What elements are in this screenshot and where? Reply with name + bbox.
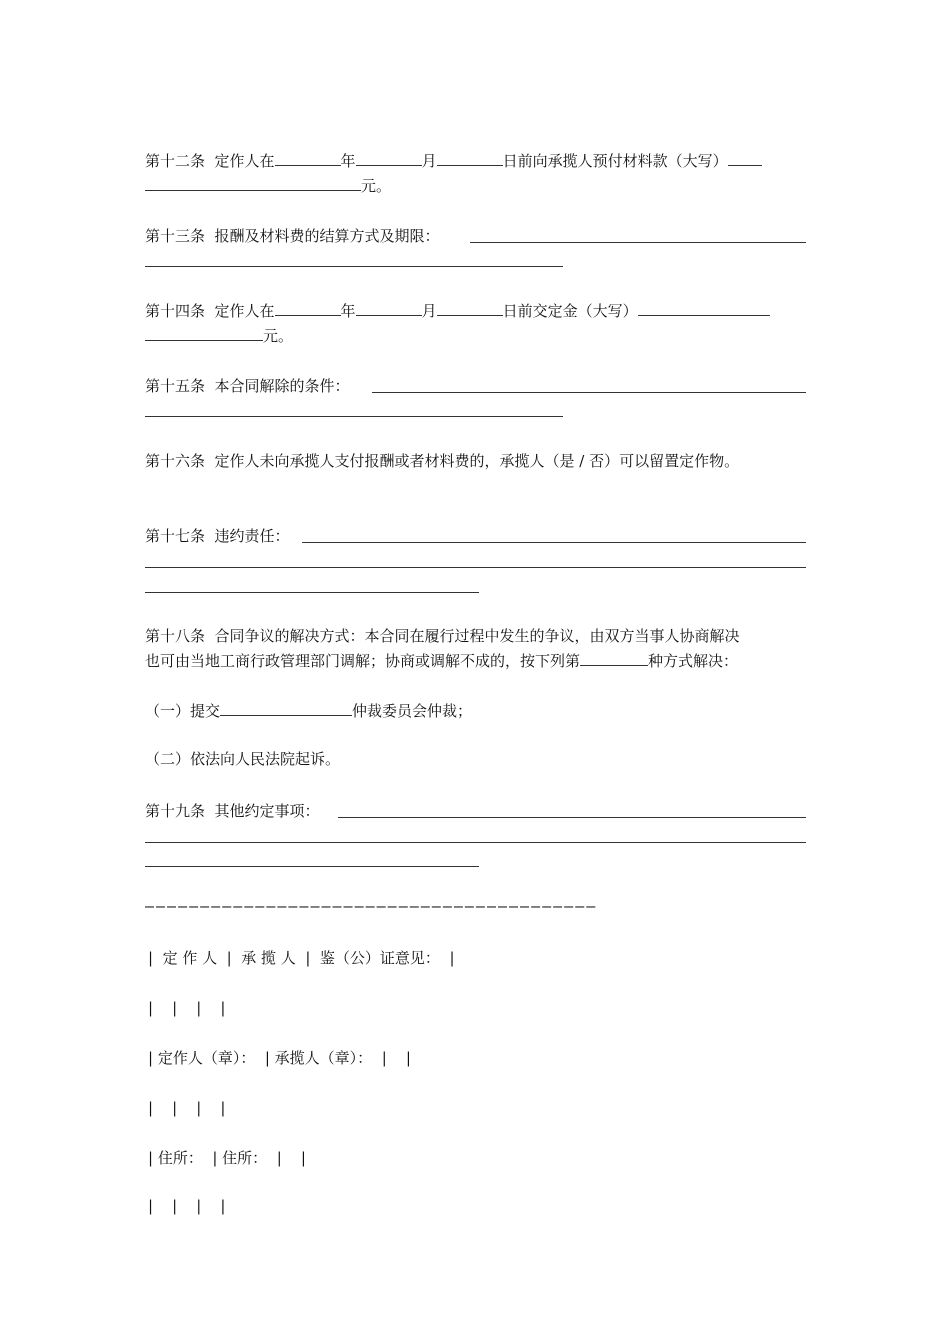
day-blank[interactable] bbox=[437, 301, 503, 316]
clause-19-blank-2[interactable] bbox=[145, 842, 806, 843]
clause-13-blank-1[interactable] bbox=[470, 242, 806, 243]
table-row: | | | | bbox=[148, 1099, 226, 1117]
month-blank[interactable] bbox=[356, 301, 422, 316]
amount-blank[interactable] bbox=[728, 151, 762, 166]
clause-18-option-2: （二）依法向人民法院起诉。 bbox=[145, 750, 341, 768]
year-blank[interactable] bbox=[275, 301, 341, 316]
table-row: | | | | bbox=[148, 999, 226, 1017]
clause-17: 第十七条 违约责任： bbox=[145, 527, 290, 545]
table-row: | 住所： | 住所： | | bbox=[148, 1149, 306, 1167]
month-blank[interactable] bbox=[356, 151, 422, 166]
clause-18-line-1: 第十八条 合同争议的解决方式：本合同在履行过程中发生的争议，由双方当事人协商解决 bbox=[145, 627, 740, 645]
deposit-blank-cont[interactable] bbox=[145, 326, 263, 341]
arbitration-committee-blank[interactable] bbox=[220, 701, 352, 716]
table-row: | 定 作 人 | 承 揽 人 | 鉴（公）证意见： | bbox=[148, 949, 455, 967]
clause-12-line-2: 元。 bbox=[145, 175, 391, 197]
clause-15-blank-1[interactable] bbox=[372, 392, 806, 393]
clause-13: 第十三条 报酬及材料费的结算方式及期限： bbox=[145, 227, 440, 245]
clause-17-blank-1[interactable] bbox=[302, 542, 806, 543]
clause-18-line-2: 也可由当地工商行政管理部门调解；协商或调解不成的，按下列第 种方式解决： bbox=[145, 652, 739, 670]
clause-18-option-1: （一）提交 仲裁委员会仲裁； bbox=[145, 702, 473, 720]
table-row: | | | | bbox=[148, 1197, 226, 1215]
clause-17-blank-3[interactable] bbox=[145, 592, 479, 593]
year-blank[interactable] bbox=[275, 151, 341, 166]
amount-blank-cont[interactable] bbox=[145, 176, 361, 191]
clause-16: 第十六条 定作人未向承揽人支付报酬或者材料费的，承揽人（是 / 否）可以留置定作物。 bbox=[145, 452, 740, 470]
separator-line: ————————————————————————————————————————— bbox=[145, 897, 598, 915]
clause-14-line-2: 元。 bbox=[145, 325, 293, 347]
clause-13-blank-2[interactable] bbox=[145, 266, 563, 267]
method-number-blank[interactable] bbox=[580, 651, 648, 666]
clause-14-line-1: 第十四条 定作人在 年 月 日前交定金（大写） bbox=[145, 300, 770, 322]
clause-15: 第十五条 本合同解除的条件： bbox=[145, 377, 350, 395]
clause-19-blank-3[interactable] bbox=[145, 866, 479, 867]
day-blank[interactable] bbox=[437, 151, 503, 166]
deposit-blank[interactable] bbox=[638, 301, 770, 316]
clause-12-line-1: 第十二条 定作人在 年 月 日前向承揽人预付材料款（大写） bbox=[145, 150, 762, 172]
clause-15-blank-2[interactable] bbox=[145, 416, 563, 417]
clause-19-blank-1[interactable] bbox=[338, 817, 806, 818]
table-row: | 定作人（章）： | 承揽人（章）： | | bbox=[148, 1049, 411, 1067]
clause-19: 第十九条 其他约定事项： bbox=[145, 802, 320, 820]
clause-17-blank-2[interactable] bbox=[145, 567, 806, 568]
